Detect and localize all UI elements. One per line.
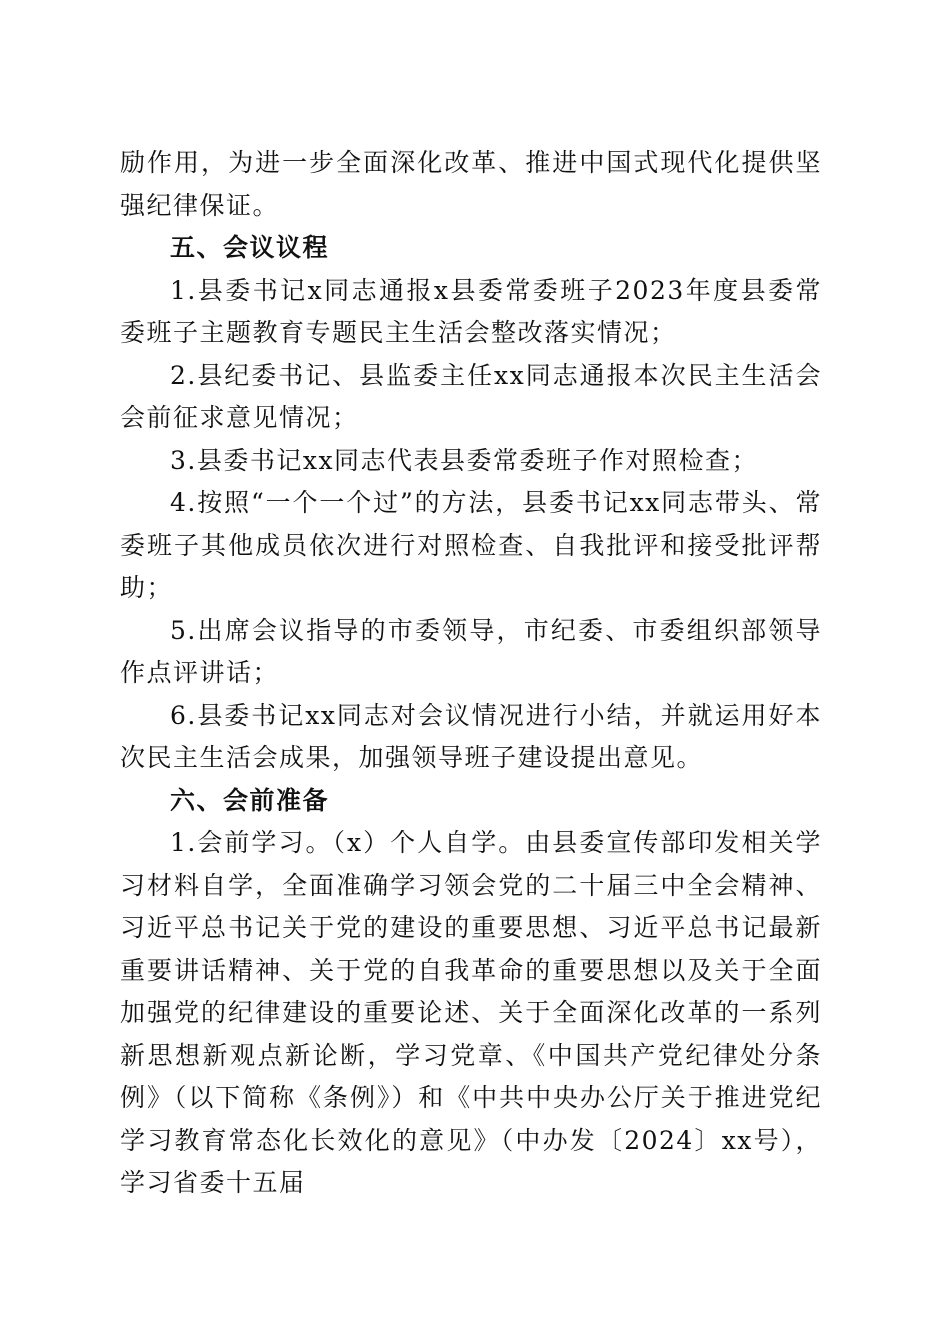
- agenda-item-2: 2.县纪委书记、县监委主任xx同志通报本次民主生活会会前征求意见情况；: [120, 360, 822, 432]
- preparation-item-1: 1.会前学习。（x）个人自学。由县委宣传部印发相关学习材料自学，全面准确学习领会党的二十届三中全会精神、习近平总书记关于党的建设的重要思想、习近平总书记最新重要讲话精神、关于党的自我革命的重要思想以及关于全面加强党的纪律建设的重要论述、关于全面深化改革的一系列新思想新观点新论断，学习党章、《中国共产党纪律处分条例》（以下简称《条例》）和《中共中央办公厅关于推进党纪学习教育常态化长效化的意见》（中办发〔2024〕xx号），学习省委十五届: [120, 828, 822, 1197]
- agenda-item-4: 4.按照“一个一个过”的方法，县委书记xx同志带头、常委班子其他成员依次进行对照检查、自我批评和接受批评帮助；: [120, 488, 822, 602]
- agenda-item-3: 3.县委书记xx同志代表县委常委班子作对照检查；: [170, 445, 759, 475]
- section-heading-agenda: 五、会议议程: [170, 233, 330, 262]
- agenda-item-5: 5.出席会议指导的市委领导，市纪委、市委组织部领导作点评讲话；: [120, 615, 822, 687]
- agenda-item-1: 1.县委书记x同志通报x县委常委班子2023年度县委常委班子主题教育专题民主生活会整改落实情况；: [120, 275, 822, 347]
- paragraph-continuation: 励作用，为进一步全面深化改革、推进中国式现代化提供坚强纪律保证。: [120, 148, 822, 220]
- section-heading-preparation: 六、会前准备: [170, 785, 330, 815]
- agenda-item-6: 6.县委书记xx同志对会议情况进行小结，并就运用好本次民主生活会成果，加强领导班子建设提出意见。: [120, 700, 822, 772]
- document-body: [120, 142, 822, 1205]
